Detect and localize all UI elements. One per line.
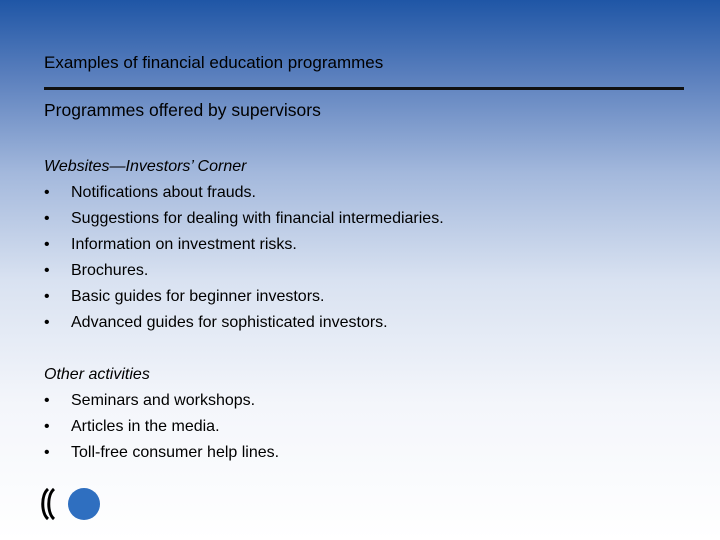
bullet-icon: • xyxy=(44,314,50,331)
bullet-icon: • xyxy=(44,288,50,305)
bullet-icon: • xyxy=(44,236,50,253)
bullet-icon: • xyxy=(44,262,50,279)
section-heading-other: Other activities xyxy=(44,366,150,383)
bullet-list-other xyxy=(44,391,280,469)
list-item: • Advanced guides for sophisticated investors. xyxy=(44,314,388,331)
list-item: • Seminars and workshops. xyxy=(44,392,256,409)
list-item: • Toll-free consumer help lines. xyxy=(44,444,280,461)
section-other-activities xyxy=(44,365,280,469)
oecd-logo-icon xyxy=(40,486,102,522)
title-divider xyxy=(44,87,684,90)
list-item: • Articles in the media. xyxy=(44,418,220,435)
list-item: • Suggestions for dealing with financial intermediaries. xyxy=(44,210,444,227)
list-item: • Brochures. xyxy=(44,262,149,279)
bullet-icon: • xyxy=(44,392,50,409)
bullet-icon: • xyxy=(44,418,50,435)
list-item: • Information on investment risks. xyxy=(44,236,297,253)
section-websites xyxy=(44,157,444,339)
bullet-list-websites xyxy=(44,183,444,339)
bullet-icon: • xyxy=(44,444,50,461)
section-heading-websites: Websites—Investors’ Corner xyxy=(44,158,247,175)
list-item: • Basic guides for beginner investors. xyxy=(44,288,325,305)
slide-subtitle: Programmes offered by supervisors xyxy=(44,100,321,120)
bullet-icon: • xyxy=(44,210,50,227)
bullet-icon: • xyxy=(44,184,50,201)
list-item: • Notifications about frauds. xyxy=(44,184,256,201)
slide-title: Examples of financial education programmes xyxy=(44,53,384,72)
